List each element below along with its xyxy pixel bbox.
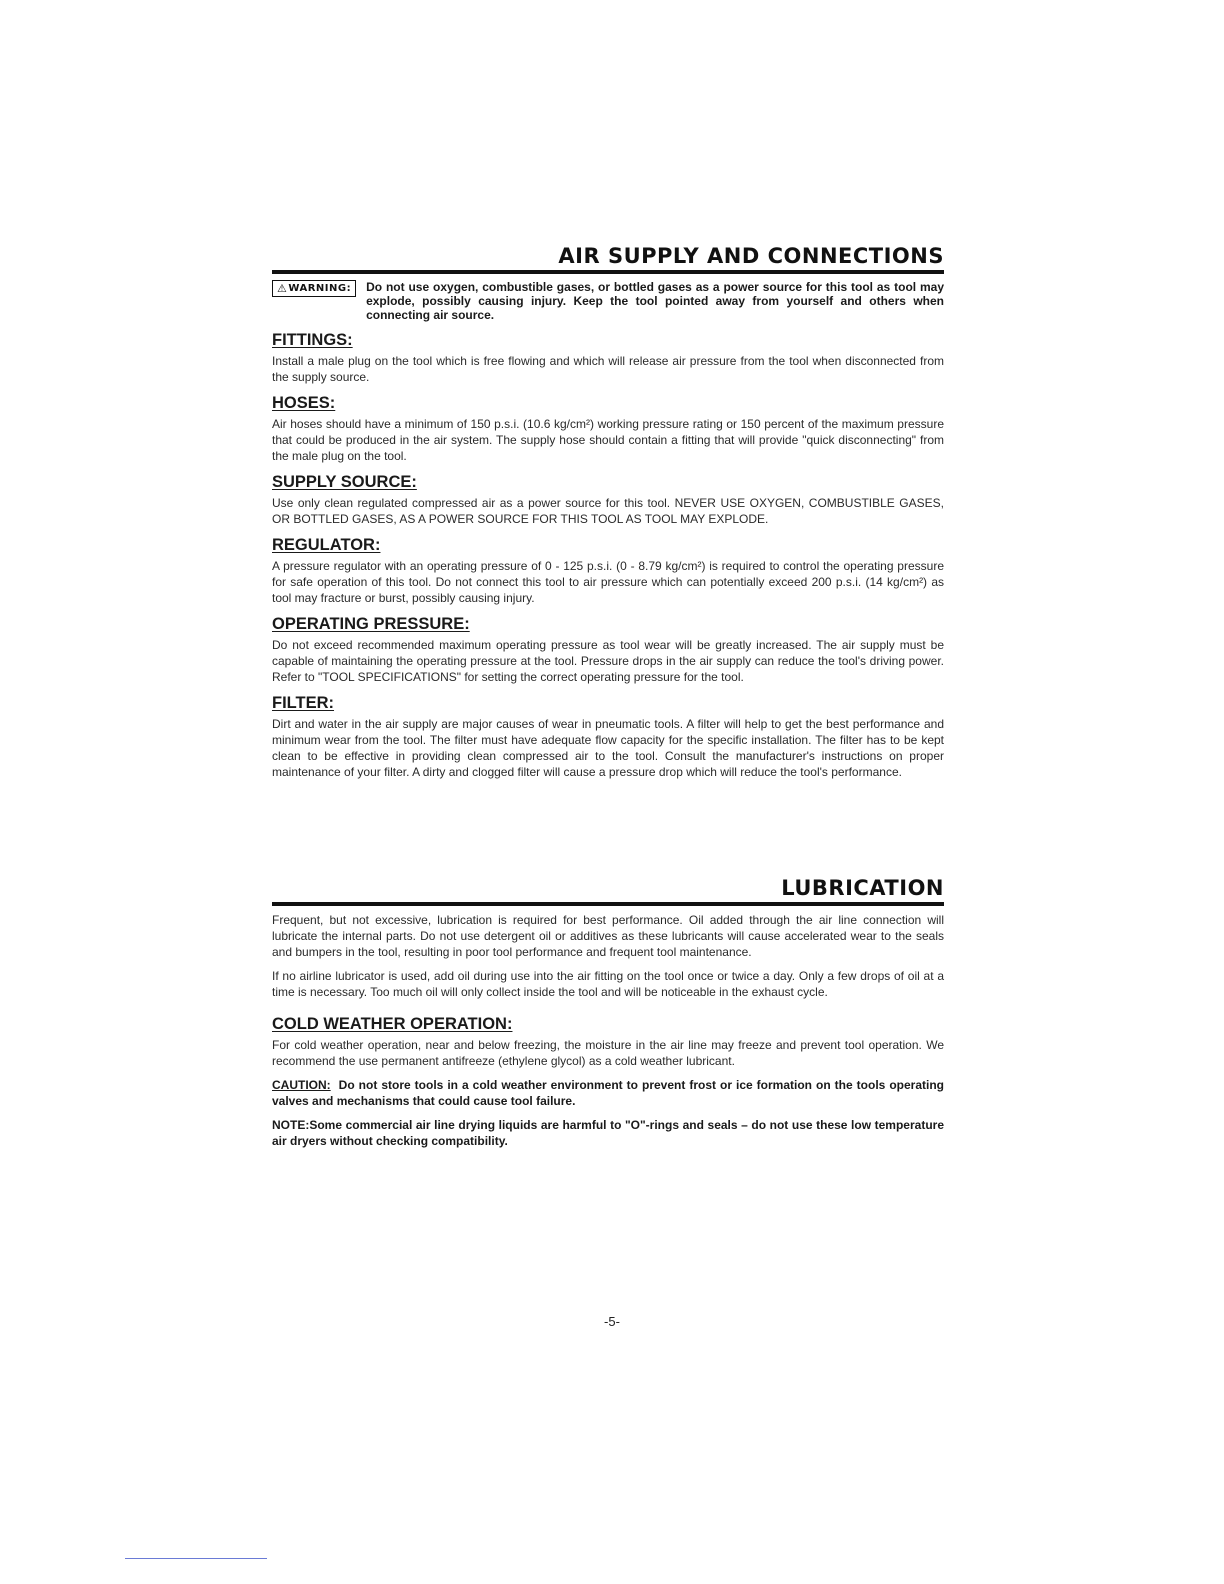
supply-source-heading: SUPPLY SOURCE: [272,473,417,491]
lubrication-section [272,876,944,1149]
supply-source-text: Use only clean regulated compressed air as a power source for this tool. NEVER USE OXYGEN, COMBUSTIBLE GASES, OR BOTTLED GASES, AS A POWER SOURCE FOR THIS TOOL AS TOOL MAY EXPLODE. [272,496,944,526]
cold-weather-heading: COLD WEATHER OPERATION: [272,1015,513,1033]
regulator-text: A pressure regulator with an operating pressure of 0 - 125 p.s.i. (0 - 8.79 kg/cm²) is required to control the operating pressure for safe operation of this tool. Do not connect this tool to air pressure which can potentially exceed 200 p.s.i. (14 kg/cm²) as tool may fracture or burst, possibly causing injury. [272,559,944,605]
regulator-heading: REGULATOR: [272,536,381,554]
filter-text: Dirt and water in the air supply are major causes of wear in pneumatic tools. A filter will help to get the best performance and minimum wear from the tool. The filter must have adequate flow capacity for the specific installation. The filter has to be kept clean to be effective in providing clean compressed air to the tool. Consult the manufacturer's instructions on proper maintenance of your filter. A dirty and clogged filter will cause a pressure drop which will reduce the tool's performance. [272,717,944,779]
fittings-heading: FITTINGS: [272,331,353,349]
caution-paragraph [272,1077,944,1109]
page-number: -5- [604,1314,620,1329]
warning-block [272,280,944,322]
operating-pressure-heading: OPERATING PRESSURE: [272,615,470,633]
air-supply-title: AIR SUPPLY AND CONNECTIONS [558,244,944,268]
filter-heading: FILTER: [272,694,335,712]
hoses-heading: HOSES: [272,394,336,412]
hoses-text: Air hoses should have a minimum of 150 p.s.i. (10.6 kg/cm²) working pressure rating or 150 percent of the maximum pressure that could be produced in the air system. The supply hose should contain a fitting that will provide "quick disconnecting" from the male plug on the tool. [272,417,944,463]
scan-artifact-line [125,1558,267,1559]
air-supply-section [272,244,944,780]
warning-text: Do not use oxygen, combustible gases, or bottled gases as a power source for this tool as tool may explode, possibly causing injury. Keep the tool pointed away from yourself and others when connecting air source. [366,280,944,322]
lubrication-title: LUBRICATION [781,876,944,900]
title-rule [272,902,944,906]
warning-badge [272,280,356,297]
operating-pressure-text: Do not exceed recommended maximum operating pressure as tool wear will be greatly increased. The air supply must be capable of maintaining the operating pressure at the tool. Pressure drops in the air supply can reduce the tool's driving power. Refer to "TOOL SPECIFICATIONS" for setting the correct operating pressure for the tool. [272,638,944,684]
caution-label: CAUTION: [272,1078,331,1092]
lubrication-para-1: Frequent, but not excessive, lubrication is required for best performance. Oil added through the air line connection will lubricate the internal parts. Do not use detergent oil or additives as these lubricants will cause accelerated wear to the seals and bumpers in the tool, resulting in poor tool performance and frequent tool maintenance. [272,913,944,959]
warning-label: WARNING: [288,283,352,294]
title-rule [272,270,944,274]
caution-text: Do not store tools in a cold weather environment to prevent frost or ice formation on the tools operating valves and mechanisms that could cause tool failure. [272,1078,944,1108]
note-text: NOTE:Some commercial air line drying liquids are harmful to "O"-rings and seals – do not use these low temperature air dryers without checking compatibility. [272,1118,944,1148]
fittings-text: Install a male plug on the tool which is free flowing and which will release air pressure from the tool when disconnected from the supply source. [272,354,944,384]
warning-triangle-icon: ⚠ [277,282,288,295]
cold-weather-text: For cold weather operation, near and below freezing, the moisture in the air line may freeze and prevent tool operation. We recommend the use permanent antifreeze (ethylene glycol) as a cold weather lubricant. [272,1038,944,1068]
lubrication-para-2: If no airline lubricator is used, add oil during use into the air fitting on the tool once or twice a day. Only a few drops of oil at a time is necessary. Too much oil will only collect inside the tool and will be noticeable in the exhaust cycle. [272,969,944,999]
